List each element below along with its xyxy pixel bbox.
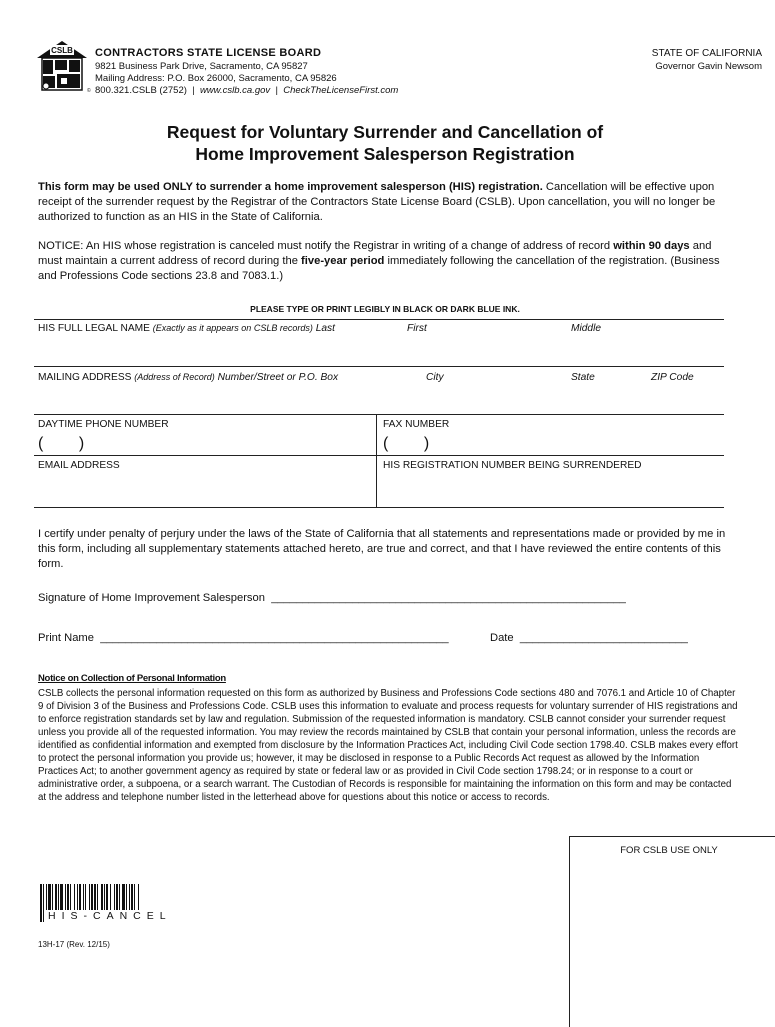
office-use-box bbox=[569, 836, 775, 1027]
notice-bold-days: within 90 days bbox=[613, 240, 690, 252]
zip-label: ZIP Code bbox=[651, 372, 694, 383]
rule-line bbox=[34, 507, 724, 508]
street-label: Number/Street or P.O. Box bbox=[217, 372, 339, 383]
last-label: Last bbox=[315, 323, 335, 334]
privacy-notice-heading: Notice on Collection of Personal Information bbox=[38, 673, 226, 684]
city-label: City bbox=[426, 372, 444, 383]
signature-row bbox=[38, 592, 626, 604]
state-label: State bbox=[571, 372, 595, 383]
cslb-logo bbox=[34, 38, 90, 94]
print-name-row bbox=[38, 632, 449, 644]
fax-number-label: FAX NUMBER bbox=[383, 419, 450, 430]
website-link[interactable]: www.cslb.ca.gov bbox=[199, 85, 271, 96]
intro-paragraph bbox=[38, 180, 738, 225]
registration-number-label: HIS REGISTRATION NUMBER BEING SURRENDERED bbox=[383, 460, 642, 471]
notice-paragraph bbox=[38, 239, 738, 284]
print-name-line[interactable]: ________________________________________________________ bbox=[100, 632, 449, 644]
svg-text:©: © bbox=[87, 88, 91, 94]
phone-number: 800.321.CSLB (2752) bbox=[95, 85, 187, 96]
date-row bbox=[490, 632, 688, 644]
email-address-label: EMAIL ADDRESS bbox=[38, 460, 120, 471]
mail-note: (Address of Record) bbox=[134, 372, 215, 382]
date-line[interactable]: ___________________________ bbox=[519, 632, 688, 644]
mailing-address-label bbox=[38, 372, 338, 383]
fax-area-code: ( ) bbox=[383, 435, 430, 452]
street-address: 9821 Business Park Drive, Sacramento, CA 95827 bbox=[95, 61, 308, 72]
name-label-text: HIS FULL LEGAL NAME bbox=[38, 323, 150, 334]
daytime-phone-label: DAYTIME PHONE NUMBER bbox=[38, 419, 169, 430]
form-title-line1: Request for Voluntary Surrender and Cancellation of bbox=[166, 122, 604, 142]
mailing-address: Mailing Address: P.O. Box 26000, Sacramento, CA 95826 bbox=[95, 73, 337, 84]
governor-name: Governor Gavin Newsom bbox=[655, 61, 762, 72]
state-name: STATE OF CALIFORNIA bbox=[651, 48, 762, 59]
signature-line[interactable]: _________________________________________________________ bbox=[271, 592, 626, 604]
office-use-label: FOR CSLB USE ONLY bbox=[620, 845, 718, 856]
date-label: Date bbox=[490, 632, 514, 644]
separator: | bbox=[275, 85, 278, 96]
contact-line bbox=[95, 85, 398, 97]
phone-area-code: ( ) bbox=[38, 435, 85, 452]
barcode-text: HIS-CANCEL bbox=[48, 910, 172, 922]
separator: | bbox=[192, 85, 195, 96]
first-label: First bbox=[407, 323, 427, 334]
notice-bold-period: five-year period bbox=[301, 255, 385, 267]
full-name-label bbox=[38, 323, 335, 334]
privacy-notice-body: CSLB collects the personal information requested on this form as authorized by Business and Professions Code sections 480 and 7076.1 and Article 10 of Chapter 9 of Division 3 of the Business and Professions Code. CSLB uses this information to evaluate and process requests for voluntary surrender of HIS registrations and to enforce registration standards set by law and regulation. Submission of the requested information is mandatory. CSLB cannot consider your surrender request unless you provide all of the requested information. You may review the records maintained by CSLB that contain your personal information, unless the records are identified as confidential information and exempted from disclosure by the Information Practices Act, including Civil Code section 1798.40. CSLB makes every effort to protect the personal information you provide us; however, it may be disclosed in response to a Public Records Act request as allowed by the Information Practices Act; to another government agency as required by state or federal law or as provided in Civil Code section 1798.24; or in response to a court or administrative order, a subpoena, or a search warrant. The Custodian of Records is responsible for maintaining the information on this form and may be contacted at the address and telephone number listed in the letterhead above for questions about this notice or access to records. bbox=[38, 688, 738, 803]
mail-label-text: MAILING ADDRESS bbox=[38, 372, 132, 383]
ink-instruction: PLEASE TYPE OR PRINT LEGIBLY IN BLACK OR DARK BLUE INK. bbox=[250, 304, 520, 314]
organization-name: CONTRACTORS STATE LICENSE BOARD bbox=[95, 47, 322, 59]
intro-bold: This form may be used ONLY to surrender a home improvement salesperson (HIS) registration. bbox=[38, 181, 543, 193]
logo-text: CSLB bbox=[51, 46, 73, 55]
intro-rest: Cancellation will be effective upon receipt of the surrender request by the Registrar of the Contractors State License Board (CSLB). Upon cancellation, you will no longer be authorized to function as an HIS in the State of California. bbox=[38, 181, 716, 223]
middle-label: Middle bbox=[571, 323, 602, 334]
signature-label: Signature of Home Improvement Salesperson bbox=[38, 592, 265, 604]
notice-text-a: NOTICE: An HIS whose registration is canceled must notify the Registrar in writing of a change of address of record bbox=[38, 240, 614, 252]
notice-text-e: immediately following the cancellation of the registration. (Business and Professions Code sections 23.8 and 7083.1.) bbox=[38, 255, 720, 282]
certification-statement: I certify under penalty of perjury under the laws of the State of California that all statements and representations made or provided by me in this form, including all supplementary statements attached hereto, are true and correct, and that I have reviewed the entire contents of this form. bbox=[38, 528, 726, 570]
print-name-label: Print Name bbox=[38, 632, 94, 644]
form-number: 13H-17 (Rev. 12/15) bbox=[38, 940, 110, 949]
name-note: (Exactly as it appears on CSLB records) bbox=[152, 323, 313, 333]
form-title-line2: Home Improvement Salesperson Registration bbox=[195, 144, 575, 164]
notice-text-c: and must maintain a current address of record during the bbox=[38, 240, 712, 267]
website-link-2[interactable]: CheckTheLicenseFirst.com bbox=[283, 85, 399, 96]
